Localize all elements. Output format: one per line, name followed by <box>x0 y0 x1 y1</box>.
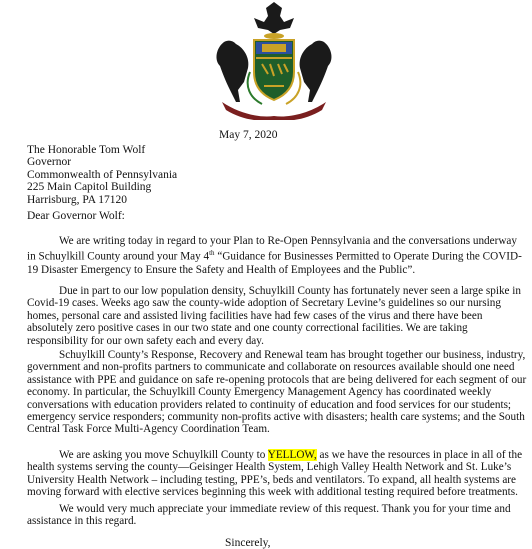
paragraph-line: Central Task Force Multi-Agency Coordination Team. <box>27 423 270 436</box>
salutation: Dear Governor Wolf: <box>27 210 125 222</box>
paragraph-yellow-request <box>27 449 523 499</box>
paragraph-reopen-plan <box>27 235 522 276</box>
paragraph-line: economy. In particular, the Schuylkill County Emergency Management Agency has coordinated weekly <box>27 386 492 399</box>
paragraph-line: assistance with PPE and guidance on safe re-opening protocols that are being delivered for each segment of our <box>27 373 527 386</box>
paragraph-line: absolutely zero positive cases in our two state and one county correctional facilities. We are taking <box>27 322 468 335</box>
paragraph-line: 19 Disaster Emergency to Ensure the Safety and Health of Employees and the Public”. <box>27 263 416 276</box>
paragraph-line: We would very much appreciate your immediate review of this request. Thank you for your time and <box>59 503 511 515</box>
highlighted-yellow-text: YELLOW, <box>267 449 317 461</box>
paragraph-line: moving forward with elective services beginning this week with additional testing required before treatments. <box>27 486 518 499</box>
paragraph-line: emergency service responders; community non-profits active with disasters; health care systems; and the South <box>27 411 525 424</box>
paragraph-covid-cases <box>27 285 522 347</box>
recipient-city: Harrisburg, PA 17120 <box>27 193 127 206</box>
recipient-title: Governor <box>27 156 72 169</box>
text-run: in Schuylkill County around your May 4 <box>27 251 210 264</box>
recipient-name: The Honorable Tom Wolf <box>27 144 146 156</box>
text-run: “Guidance for Businesses Permitted to Operate During the COVID- <box>214 251 522 264</box>
pennsylvania-coat-of-arms-icon <box>210 2 338 120</box>
ordinal-suffix: th <box>209 249 215 258</box>
recipient-organization: Commonwealth of Pennsylvania <box>27 168 178 181</box>
closing: Sincerely, <box>225 537 271 549</box>
paragraph-line: government and non-profits partners to communicate and collaborate on resources available should one need <box>27 361 515 374</box>
paragraph-line: University Health Network – including testing, PPE’s, beds and ventilators. To expand, all health systems are <box>27 473 516 486</box>
paragraph-line <box>27 247 522 264</box>
paragraph-line: Due in part to our low population density, Schuylkill County has fortunately never seen a large spike in <box>59 285 522 297</box>
recipient-street: 225 Main Capitol Building <box>27 181 152 194</box>
paragraph-line: homes, personal care and assisted living facilities have had few cases of the virus and there have been <box>27 309 483 322</box>
paragraph-appreciation <box>27 503 511 528</box>
paragraph-line: assistance in this regard. <box>27 515 137 528</box>
paragraph-line: conversations with education providers related to continuity of education and food services for our students; <box>27 398 512 411</box>
paragraph-line: health systems serving the county—Geisinger Health System, Lehigh Valley Health Network and St. Luke’s <box>27 461 512 474</box>
paragraph-line: responsibility for our own safety each and every day. <box>27 334 264 347</box>
letter-date: May 7, 2020 <box>219 129 278 141</box>
paragraph-line: Schuylkill County’s Response, Recovery and Renewal team has brought together our business, industry, <box>59 349 526 361</box>
text-run: as we have the resources in place in all of the <box>316 449 523 461</box>
paragraph-recovery-team <box>27 349 527 436</box>
recipient-address <box>27 144 177 206</box>
paragraph-line <box>27 449 523 461</box>
text-run: We are asking you move Schuylkill County to <box>59 449 268 461</box>
paragraph-line: Covid-19 cases. Weeks ago saw the county-wide adoption of Secretary Levine’s guidelines so our nursing <box>27 297 501 310</box>
paragraph-line: We are writing today in regard to your Plan to Re-Open Pennsylvania and the conversations underway <box>59 235 517 247</box>
